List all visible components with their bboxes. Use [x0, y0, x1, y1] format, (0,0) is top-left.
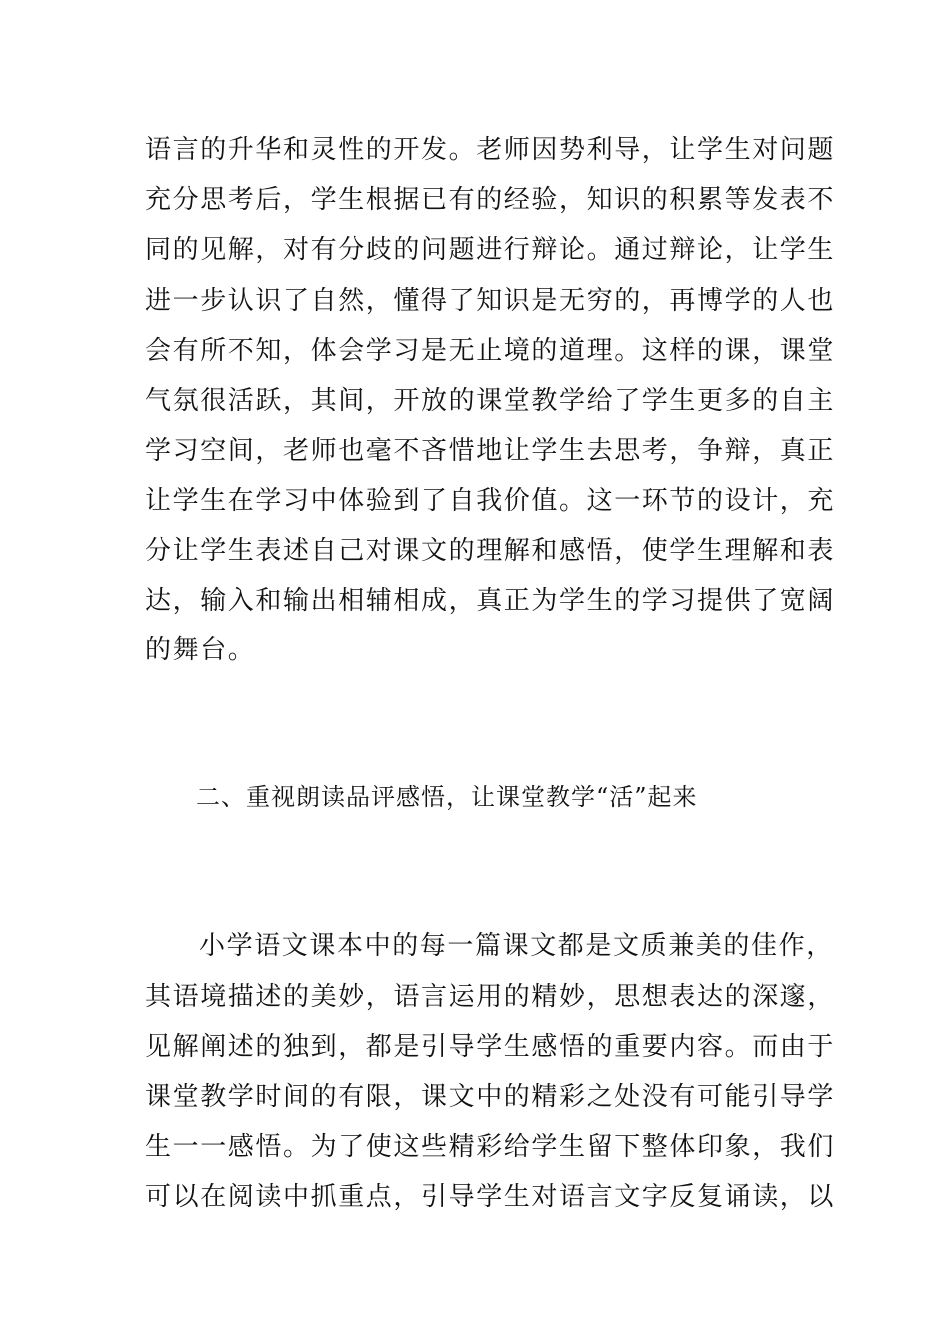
paragraph-1-line-10: 达，输入和输出相辅相成，真正为学生的学习提供了宽阔 — [145, 586, 836, 616]
paragraph-1-line-6: 气氛很活跃，其间，开放的课堂教学给了学生更多的自主 — [145, 386, 836, 416]
paragraph-2-line-5: 生一一感悟。为了使这些精彩给学生留下整体印象，我们 — [145, 1132, 836, 1162]
paragraph-2-line-4: 课堂教学时间的有限，课文中的精彩之处没有可能引导学 — [145, 1082, 836, 1112]
paragraph-1-line-2: 充分思考后，学生根据已有的经验，知识的积累等发表不 — [145, 185, 836, 215]
paragraph-2-line-6: 可以在阅读中抓重点，引导学生对语言文字反复诵读，以 — [145, 1182, 836, 1212]
paragraph-1-line-11: 的舞台。 — [145, 635, 256, 665]
paragraph-2-line-1: 小学语文课本中的每一篇课文都是文质兼美的佳作， — [199, 931, 834, 961]
paragraph-1-line-1: 语言的升华和灵性的开发。老师因势利导，让学生对问题 — [145, 135, 836, 165]
paragraph-1-line-4: 进一步认识了自然，懂得了知识是无穷的，再博学的人也 — [145, 286, 836, 316]
paragraph-1-line-5: 会有所不知，体会学习是无止境的道理。这样的课，课堂 — [145, 336, 836, 366]
paragraph-1-line-9: 分让学生表述自己对课文的理解和感悟，使学生理解和表 — [145, 536, 836, 566]
paragraph-1-line-3: 同的见解，对有分歧的问题进行辩论。通过辩论，让学生 — [145, 235, 836, 265]
section-heading: 二、重视朗读品评感悟，让课堂教学“活”起来 — [196, 783, 698, 811]
paragraph-2-line-2: 其语境描述的美妙，语言运用的精妙，思想表达的深邃， — [145, 982, 836, 1012]
paragraph-1-line-7: 学习空间，老师也毫不吝惜地让学生去思考，争辩，真正 — [145, 436, 836, 466]
paragraph-1-line-8: 让学生在学习中体验到了自我价值。这一环节的设计，充 — [145, 486, 836, 516]
paragraph-2-line-3: 见解阐述的独到，都是引导学生感悟的重要内容。而由于 — [145, 1032, 836, 1062]
